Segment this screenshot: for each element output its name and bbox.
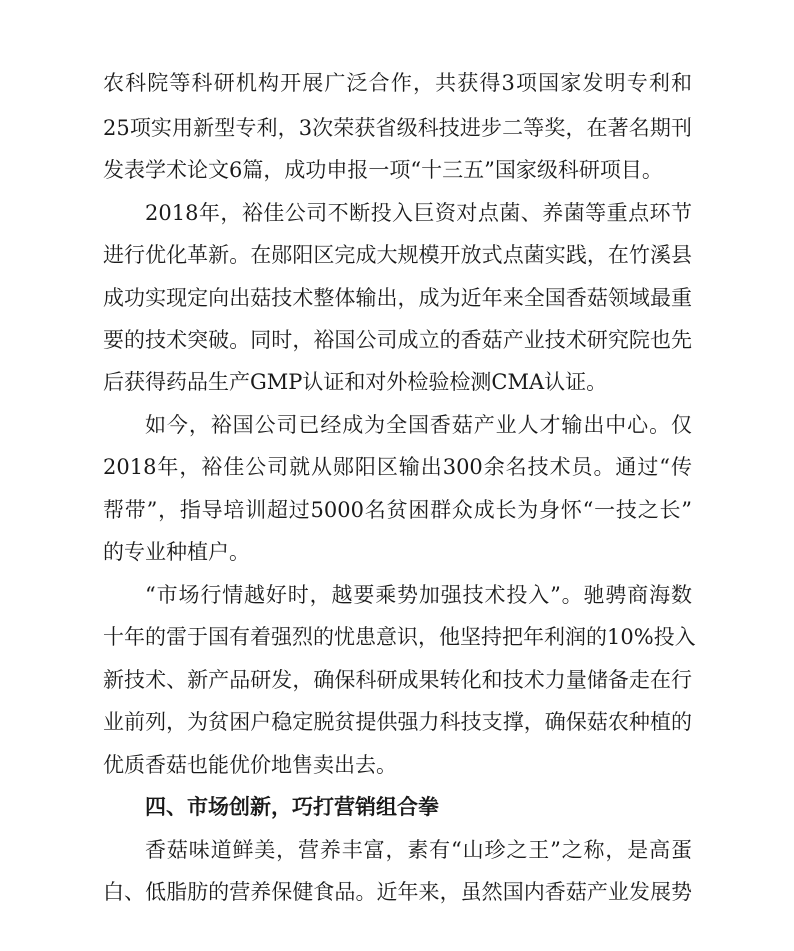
text-line: 优质香菇也能优价地售卖出去。 <box>103 753 397 777</box>
text-line: 进行优化革新。在郧阳区完成大规模开放式点菌实践，在竹溪县 <box>103 243 692 267</box>
text-line: 香菇味道鲜美，营养丰富，素有“山珍之王”之称，是高蛋 <box>145 838 692 862</box>
text-line: 业前列，为贫困户稳定脱贫提供强力科技支撑，确保菇农种植的 <box>103 710 692 734</box>
text-line: 要的技术突破。同时，裕国公司成立的香菇产业技术研究院也先 <box>103 328 692 352</box>
text-line: 2018年，裕佳公司不断投入巨资对点菌、养菌等重点环节 <box>145 201 692 225</box>
text-line: 的专业种植户。 <box>103 540 250 564</box>
text-line: “市场行情越好时，越要乘势加强技术投入”。驰骋商海数 <box>145 583 692 607</box>
text-line: 白、低脂肪的营养保健食品。近年来，虽然国内香菇产业发展势 <box>103 880 692 904</box>
section-heading: 四、市场创新，巧打营销组合拳 <box>145 795 439 819</box>
text-line: 成功实现定向出菇技术整体输出，成为近年来全国香菇领域最重 <box>103 286 692 310</box>
text-line: 发表学术论文6篇，成功申报一项“十三五”国家级科研项目。 <box>103 158 663 182</box>
text-line: 25项实用新型专利，3次荣获省级科技进步二等奖，在著名期刊 <box>103 116 692 140</box>
text-line: 十年的雷于国有着强烈的忧患意识，他坚持把年利润的10%投入 <box>103 625 696 649</box>
text-line: 如今，裕国公司已经成为全国香菇产业人才输出中心。仅 <box>145 413 692 437</box>
text-line: 农科院等科研机构开展广泛合作，共获得3项国家发明专利和 <box>103 71 692 95</box>
text-line: 2018年，裕佳公司就从郧阳区输出300余名技术员。通过“传 <box>103 455 692 479</box>
text-line: 新技术、新产品研发，确保科研成果转化和技术力量储备走在行 <box>103 668 692 692</box>
text-line: 后获得药品生产GMP认证和对外检验检测CMA认证。 <box>103 370 608 394</box>
text-line: 帮带”，指导培训超过5000名贫困群众成长为身怀“一技之长” <box>103 498 692 522</box>
